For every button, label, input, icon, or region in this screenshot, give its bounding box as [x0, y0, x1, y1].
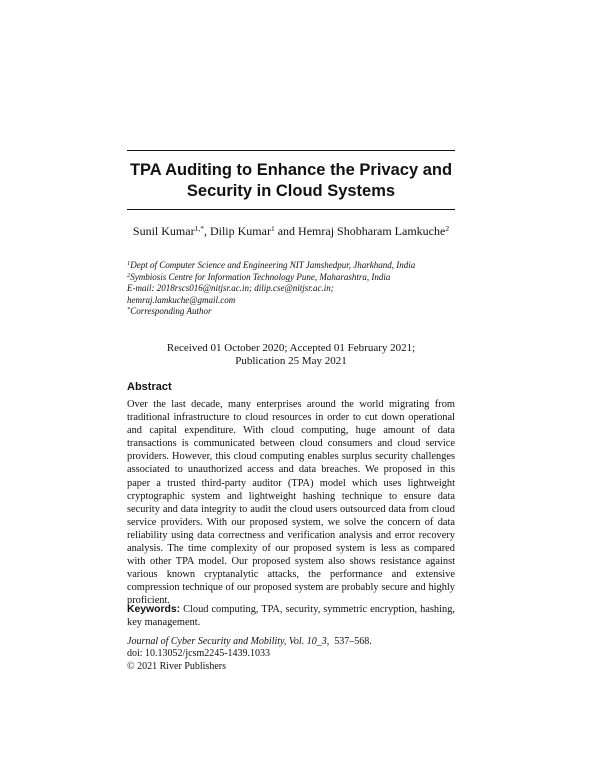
keywords-label: Keywords: — [127, 604, 181, 615]
title-line-2: Security in Cloud Systems — [186, 182, 396, 200]
email-line-1: E-mail: 2018rscs016@nitjsr.ac.in; dilip.cse@nitjsr.ac.in; — [127, 283, 334, 293]
journal-name: Journal of Cyber Security and Mobility, Vol. 10_3, — [127, 636, 330, 647]
received-accepted-line: Received 01 October 2020; Accepted 01 February 2021; — [166, 342, 416, 354]
author-list — [127, 224, 455, 239]
author-affiliation-mark: 1 — [270, 224, 275, 233]
publication-dates — [127, 342, 455, 368]
title-line-1: TPA Auditing to Enhance the Privacy and — [129, 161, 453, 179]
paper-title — [127, 160, 455, 202]
affiliation-text: Symbiosis Centre for Information Technology Pune, Maharashtra, India — [130, 271, 391, 282]
affiliation-mark: 1 — [127, 260, 131, 267]
title-bottom-rule — [127, 209, 455, 210]
keywords — [127, 603, 455, 629]
keywords-text: Cloud computing, TPA, security, symmetric encryption, hashing, key management. — [127, 604, 455, 629]
corresponding-text: Corresponding Author — [130, 306, 212, 316]
affiliation-mark: 2 — [127, 271, 131, 279]
publication-line: Publication 25 May 2021 — [235, 355, 347, 367]
abstract-heading: Abstract — [127, 381, 172, 393]
affiliation-1 — [127, 260, 455, 272]
journal-copyright: © 2021 River Publishers — [127, 660, 226, 672]
corresponding-mark: * — [127, 306, 131, 313]
author-affiliation-mark: 2 — [445, 224, 450, 233]
journal-doi: doi: 10.13052/jcsm2245-1439.1033 — [127, 648, 271, 660]
affiliations — [127, 260, 455, 318]
journal-info — [127, 636, 455, 673]
author-name: Dilip Kumar — [209, 224, 271, 238]
affiliation-text: Dept of Computer Science and Engineering NIT Jamshedpur, Jharkhand, India — [130, 260, 416, 270]
author-separator: , — [203, 224, 210, 238]
journal-pages: 537–568. — [329, 636, 372, 647]
affiliation-2 — [127, 272, 455, 284]
author-name: Hemraj Shobharam Lamkuche — [298, 224, 446, 238]
journal-citation — [127, 636, 455, 648]
title-top-rule — [127, 150, 455, 151]
author-affiliation-mark: 1,* — [194, 224, 204, 233]
corresponding-author — [127, 306, 455, 318]
author-name: Sunil Kumar — [132, 224, 195, 238]
abstract-body: Over the last decade, many enterprises around the world migrating from traditional infrastructure to cloud resources in order to cut down operational and capital expenditure. With cloud computing, huge amount of data transactions is communicated between cloud consumers and cloud service providers. However, this cloud computing enables surplus security challenges associated to unauthorized access and data breaches. We proposed in this paper a trusted third-party auditor (TPA) model which uses lightweight cryptographic system and lightweight hashing technique to ensure data security and data integrity to audit the cloud users outsourced data from cloud service providers. With our proposed system, we solve the concern of data reliability using data correctness and verification analysis and error recovery analysis. The time complexity of our proposed system is less as compared with other TPA model. Our proposed system also shows resistance against various known cryptanalytic attacks, the performance and extensive compression technique of our proposed system are probably secure and highly proficient. — [127, 399, 455, 607]
author-separator: and — [274, 224, 299, 238]
email-line-2: hemraj.lamkuche@gmail.com — [127, 294, 236, 305]
